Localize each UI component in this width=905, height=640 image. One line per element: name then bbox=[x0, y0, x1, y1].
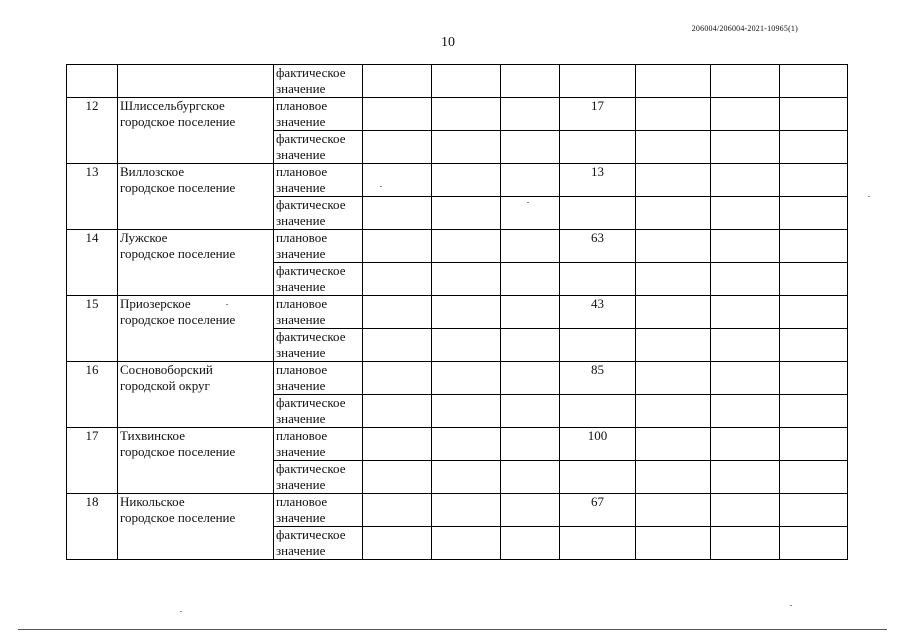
empty-cell bbox=[636, 494, 711, 527]
territory-name-line2: городское поселение bbox=[120, 444, 236, 459]
empty-cell bbox=[363, 395, 432, 428]
table-row bbox=[67, 98, 848, 131]
value-cell: 100 bbox=[560, 428, 636, 461]
territory-name-cell bbox=[118, 428, 274, 494]
empty-cell bbox=[780, 395, 848, 428]
empty-cell bbox=[432, 263, 501, 296]
empty-cell bbox=[636, 461, 711, 494]
indicator-type-cell: фактическое значение bbox=[274, 329, 363, 362]
indicator-type-cell: плановое значение bbox=[274, 98, 363, 131]
territory-name-line2: городской округ bbox=[120, 378, 210, 393]
empty-cell bbox=[636, 263, 711, 296]
territory-name-line2: городское поселение bbox=[120, 510, 236, 525]
table-row bbox=[67, 428, 848, 461]
row-number-cell: 13 bbox=[67, 164, 118, 230]
bottom-rule bbox=[18, 629, 887, 630]
empty-cell bbox=[432, 329, 501, 362]
empty-cell bbox=[780, 494, 848, 527]
indicator-type-cell: плановое значение bbox=[274, 362, 363, 395]
empty-cell bbox=[501, 527, 560, 560]
value-cell: 85 bbox=[560, 362, 636, 395]
empty-cell bbox=[711, 230, 780, 263]
empty-cell bbox=[432, 296, 501, 329]
empty-cell bbox=[780, 527, 848, 560]
territory-name-cell bbox=[118, 164, 274, 230]
territory-name-line2: городское поселение bbox=[120, 114, 236, 129]
territory-name-line1: Сосновоборский bbox=[120, 362, 213, 377]
empty-cell bbox=[363, 329, 432, 362]
scan-dot bbox=[226, 304, 228, 305]
value-cell bbox=[560, 197, 636, 230]
empty-cell bbox=[636, 296, 711, 329]
empty-cell bbox=[780, 131, 848, 164]
empty-cell bbox=[780, 461, 848, 494]
indicator-type-cell: плановое значение bbox=[274, 230, 363, 263]
row-number-cell: 17 bbox=[67, 428, 118, 494]
empty-cell bbox=[780, 296, 848, 329]
territory-name-cell bbox=[118, 65, 274, 98]
value-cell: 67 bbox=[560, 494, 636, 527]
empty-cell bbox=[636, 428, 711, 461]
indicator-type-cell: фактическое значение bbox=[274, 131, 363, 164]
empty-cell bbox=[432, 164, 501, 197]
indicator-type-cell: плановое значение bbox=[274, 428, 363, 461]
empty-cell bbox=[501, 65, 560, 98]
territory-name-cell bbox=[118, 494, 274, 560]
empty-cell bbox=[636, 362, 711, 395]
indicator-type-cell: плановое значение bbox=[274, 164, 363, 197]
row-number-cell: 18 bbox=[67, 494, 118, 560]
empty-cell bbox=[636, 527, 711, 560]
empty-cell bbox=[501, 263, 560, 296]
territory-name-line2: городское поселение bbox=[120, 246, 236, 261]
empty-cell bbox=[636, 197, 711, 230]
empty-cell bbox=[432, 362, 501, 395]
value-cell bbox=[560, 461, 636, 494]
empty-cell bbox=[501, 197, 560, 230]
empty-cell bbox=[501, 494, 560, 527]
empty-cell bbox=[711, 461, 780, 494]
empty-cell bbox=[363, 131, 432, 164]
indicator-type-cell: фактическое значение bbox=[274, 263, 363, 296]
empty-cell bbox=[780, 230, 848, 263]
data-table bbox=[66, 64, 848, 560]
scan-dot bbox=[527, 202, 529, 203]
row-number-cell: 16 bbox=[67, 362, 118, 428]
empty-cell bbox=[780, 329, 848, 362]
table-row bbox=[67, 362, 848, 395]
table-row bbox=[67, 296, 848, 329]
empty-cell bbox=[780, 428, 848, 461]
empty-cell bbox=[711, 395, 780, 428]
empty-cell bbox=[711, 164, 780, 197]
empty-cell bbox=[636, 230, 711, 263]
empty-cell bbox=[780, 263, 848, 296]
empty-cell bbox=[432, 395, 501, 428]
indicator-type-cell: плановое значение bbox=[274, 296, 363, 329]
empty-cell bbox=[711, 527, 780, 560]
value-cell bbox=[560, 395, 636, 428]
value-cell: 43 bbox=[560, 296, 636, 329]
empty-cell bbox=[780, 362, 848, 395]
territory-name-line1: Шлиссельбургское bbox=[120, 98, 225, 113]
empty-cell bbox=[363, 197, 432, 230]
territory-name-line1: Тихвинское bbox=[120, 428, 185, 443]
empty-cell bbox=[432, 65, 501, 98]
territory-name-line2: городское поселение bbox=[120, 312, 236, 327]
indicator-type-cell: фактическое значение bbox=[274, 395, 363, 428]
empty-cell bbox=[432, 428, 501, 461]
value-cell bbox=[560, 65, 636, 98]
scan-dot bbox=[180, 611, 182, 612]
empty-cell bbox=[501, 395, 560, 428]
value-cell: 63 bbox=[560, 230, 636, 263]
empty-cell bbox=[636, 395, 711, 428]
empty-cell bbox=[636, 329, 711, 362]
table-row bbox=[67, 164, 848, 197]
territory-name-line1: Лужское bbox=[120, 230, 168, 245]
empty-cell bbox=[711, 296, 780, 329]
empty-cell bbox=[432, 461, 501, 494]
indicator-type-cell: плановое значение bbox=[274, 494, 363, 527]
row-number-cell: 14 bbox=[67, 230, 118, 296]
territory-name-line1: Приозерское bbox=[120, 296, 191, 311]
row-number-cell: 12 bbox=[67, 98, 118, 164]
empty-cell bbox=[711, 494, 780, 527]
empty-cell bbox=[363, 527, 432, 560]
value-cell bbox=[560, 131, 636, 164]
empty-cell bbox=[711, 131, 780, 164]
empty-cell bbox=[432, 197, 501, 230]
territory-name-cell bbox=[118, 230, 274, 296]
empty-cell bbox=[363, 494, 432, 527]
row-number-cell bbox=[67, 65, 118, 98]
empty-cell bbox=[780, 98, 848, 131]
value-cell: 17 bbox=[560, 98, 636, 131]
territory-name-cell bbox=[118, 98, 274, 164]
empty-cell bbox=[501, 362, 560, 395]
territory-name-line1: Виллозское bbox=[120, 164, 185, 179]
empty-cell bbox=[432, 98, 501, 131]
value-cell bbox=[560, 329, 636, 362]
indicator-type-cell: фактическое значение bbox=[274, 65, 363, 98]
document-id: 206004/206004-2021-10965(1) bbox=[691, 24, 798, 33]
empty-cell bbox=[432, 230, 501, 263]
empty-cell bbox=[711, 362, 780, 395]
empty-cell bbox=[780, 164, 848, 197]
scan-dot bbox=[868, 196, 870, 197]
table-body bbox=[67, 65, 848, 560]
empty-cell bbox=[432, 527, 501, 560]
scan-dot bbox=[380, 186, 382, 187]
empty-cell bbox=[432, 494, 501, 527]
empty-cell bbox=[363, 296, 432, 329]
value-cell: 13 bbox=[560, 164, 636, 197]
empty-cell bbox=[501, 296, 560, 329]
territory-name-line1: Никольское bbox=[120, 494, 185, 509]
indicator-type-cell: фактическое значение bbox=[274, 527, 363, 560]
empty-cell bbox=[363, 164, 432, 197]
empty-cell bbox=[363, 461, 432, 494]
value-cell bbox=[560, 527, 636, 560]
territory-name-cell bbox=[118, 296, 274, 362]
empty-cell bbox=[363, 428, 432, 461]
empty-cell bbox=[636, 131, 711, 164]
table-row bbox=[67, 494, 848, 527]
empty-cell bbox=[636, 98, 711, 131]
page-number: 10 bbox=[441, 35, 455, 50]
empty-cell bbox=[363, 263, 432, 296]
empty-cell bbox=[432, 131, 501, 164]
territory-name-cell bbox=[118, 362, 274, 428]
empty-cell bbox=[501, 164, 560, 197]
empty-cell bbox=[711, 65, 780, 98]
scan-dot bbox=[790, 605, 792, 606]
empty-cell bbox=[501, 98, 560, 131]
row-number-cell: 15 bbox=[67, 296, 118, 362]
empty-cell bbox=[363, 98, 432, 131]
empty-cell bbox=[363, 65, 432, 98]
empty-cell bbox=[636, 65, 711, 98]
empty-cell bbox=[363, 230, 432, 263]
empty-cell bbox=[501, 428, 560, 461]
empty-cell bbox=[711, 428, 780, 461]
empty-cell bbox=[363, 362, 432, 395]
empty-cell bbox=[501, 131, 560, 164]
empty-cell bbox=[501, 230, 560, 263]
value-cell bbox=[560, 263, 636, 296]
empty-cell bbox=[780, 65, 848, 98]
territory-name-line2: городское поселение bbox=[120, 180, 236, 195]
empty-cell bbox=[711, 197, 780, 230]
indicator-type-cell: фактическое значение bbox=[274, 461, 363, 494]
table-row bbox=[67, 230, 848, 263]
table-row bbox=[67, 65, 848, 98]
empty-cell bbox=[711, 98, 780, 131]
empty-cell bbox=[501, 461, 560, 494]
empty-cell bbox=[711, 329, 780, 362]
empty-cell bbox=[780, 197, 848, 230]
empty-cell bbox=[711, 263, 780, 296]
empty-cell bbox=[501, 329, 560, 362]
indicator-type-cell: фактическое значение bbox=[274, 197, 363, 230]
empty-cell bbox=[636, 164, 711, 197]
